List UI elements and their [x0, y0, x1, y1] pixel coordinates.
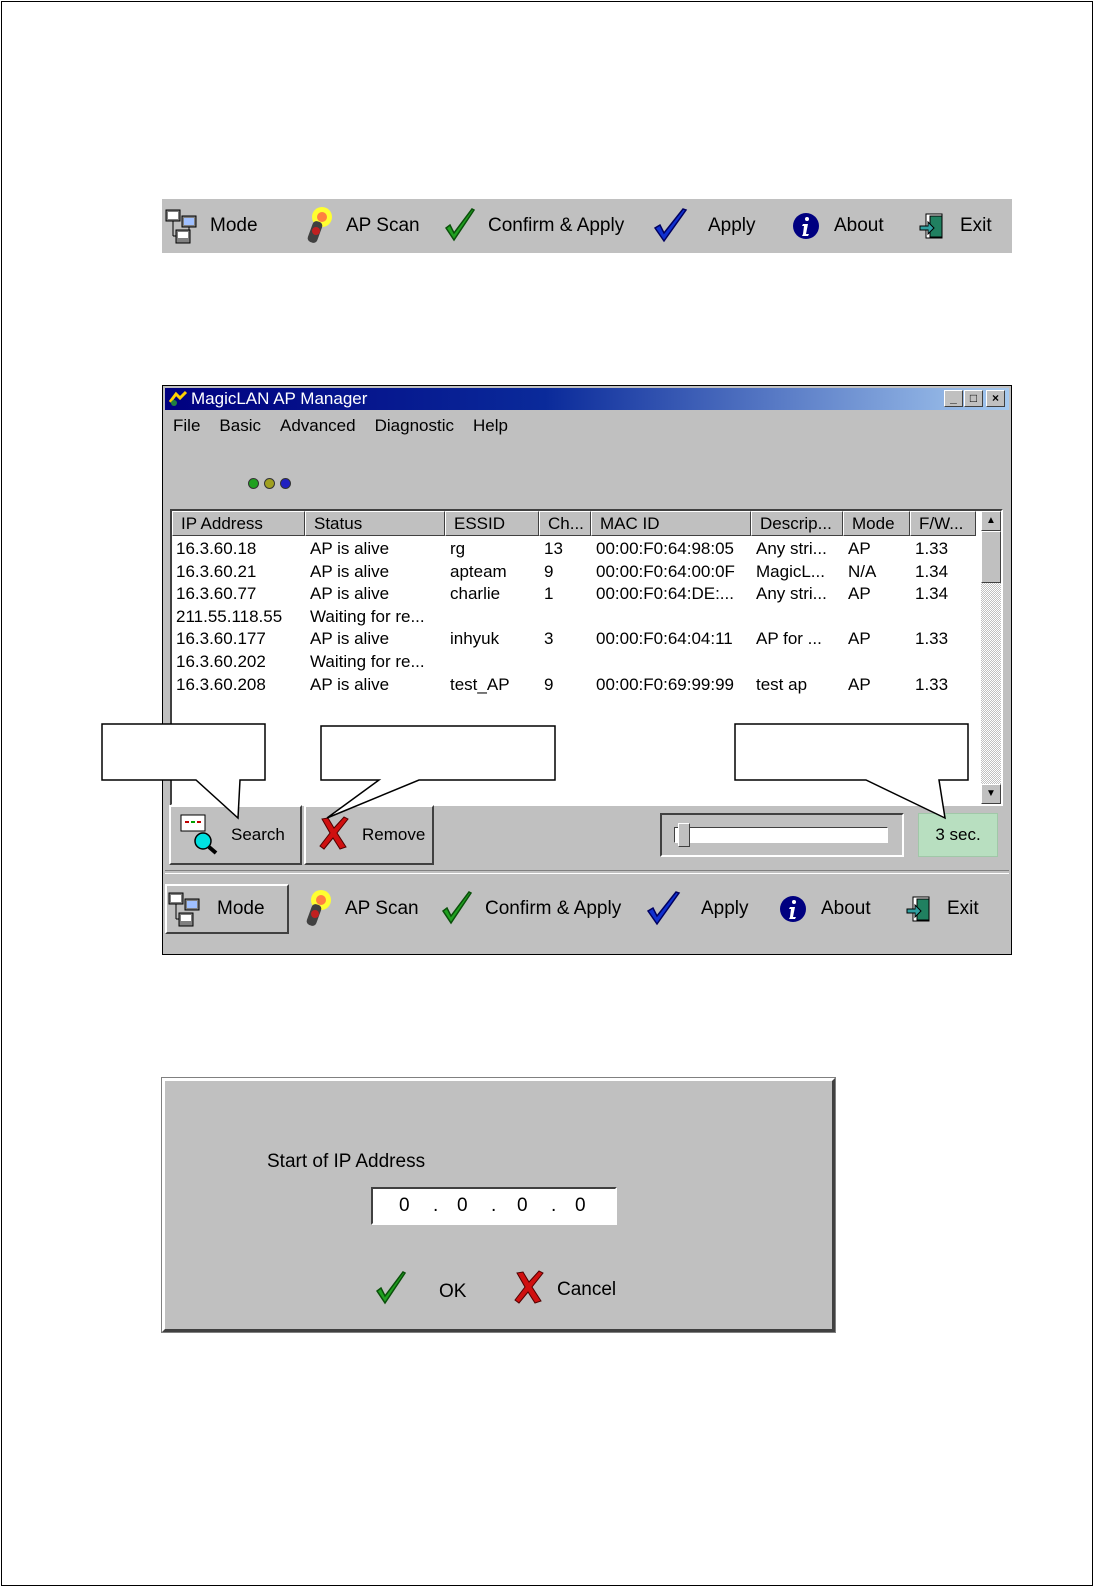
maximize-icon: □	[969, 391, 978, 405]
start-ip-label: Start of IP Address	[267, 1151, 426, 1172]
table-cell: 1.33	[915, 539, 949, 558]
table-row[interactable]	[172, 606, 976, 629]
table-row[interactable]	[172, 538, 976, 561]
table-cell: 00:00:F0:64:98:05	[596, 539, 735, 558]
bottom-apply-label: Apply	[701, 898, 749, 919]
column-firmware[interactable]: F/W...	[910, 511, 976, 536]
toolbar-mode-label: Mode	[210, 215, 258, 236]
callout-timer	[733, 722, 973, 822]
table-cell: 16.3.60.21	[176, 561, 257, 581]
column-status[interactable]: Status	[305, 511, 445, 536]
green-check-icon	[373, 1269, 409, 1315]
separator	[165, 870, 1009, 874]
maximize-button[interactable]	[964, 390, 983, 407]
table-row[interactable]	[172, 651, 976, 674]
red-x-icon	[513, 1269, 545, 1311]
table-cell	[751, 606, 843, 629]
table-row[interactable]	[172, 583, 976, 606]
table-cell	[591, 606, 751, 629]
ip-dot-1: .	[433, 1195, 439, 1216]
toolbar-apply-button[interactable]	[652, 199, 756, 253]
table-cell: 9	[544, 561, 554, 581]
table-cell: 00:00:F0:64:04:11	[596, 629, 733, 649]
status-leds	[248, 478, 291, 489]
table-cell	[445, 606, 539, 629]
callout-search	[100, 722, 270, 822]
table-cell	[539, 606, 591, 629]
list-rows	[172, 538, 976, 696]
table-cell: 16.3.60.208	[176, 674, 266, 694]
table-cell	[910, 651, 976, 674]
network-computers-icon	[167, 889, 203, 929]
bottom-about-button[interactable]	[775, 882, 871, 936]
table-cell: 16.3.60.202	[176, 651, 266, 671]
bottom-confirm-apply-label: Confirm & Apply	[485, 898, 622, 919]
table-cell: 16.3.60.18	[176, 539, 257, 558]
info-icon	[788, 206, 824, 246]
window-title: MagicLAN AP Manager	[191, 389, 368, 408]
table-cell: AP is alive	[310, 584, 390, 604]
toolbar-about-label: About	[834, 215, 884, 236]
ok-button[interactable]	[373, 1269, 466, 1315]
info-icon	[775, 889, 811, 929]
column-essid[interactable]: ESSID	[445, 511, 539, 536]
table-cell	[751, 651, 843, 674]
antenna-icon	[300, 206, 336, 246]
close-button[interactable]	[986, 390, 1005, 407]
minimize-button[interactable]	[944, 390, 963, 407]
table-cell	[843, 606, 910, 629]
title-bar	[165, 388, 1009, 410]
close-icon: ×	[991, 391, 999, 405]
table-cell: AP is alive	[310, 539, 390, 558]
table-cell: Any stri...	[756, 584, 827, 604]
table-cell: inhyuk	[450, 629, 500, 649]
table-cell: 1.33	[915, 629, 949, 649]
ip-octet-3[interactable]: 0	[517, 1195, 528, 1216]
menu-basic[interactable]: Basic	[219, 416, 261, 435]
bottom-exit-button[interactable]	[901, 882, 979, 936]
bottom-ap-scan-button[interactable]	[299, 882, 419, 936]
bottom-confirm-apply-button[interactable]	[439, 882, 621, 936]
column-description[interactable]: Descrip...	[751, 511, 843, 536]
table-cell: 16.3.60.77	[176, 584, 257, 604]
column-ip-address[interactable]: IP Address	[172, 511, 305, 536]
table-cell	[539, 651, 591, 674]
table-cell: 00:00:F0:69:99:99	[596, 674, 735, 694]
cancel-button[interactable]	[513, 1269, 616, 1311]
bottom-ap-scan-label: AP Scan	[345, 898, 419, 919]
table-cell: 1.34	[915, 584, 949, 604]
table-cell: rg	[450, 539, 466, 558]
menu-help[interactable]: Help	[472, 416, 508, 435]
green-led-icon	[248, 478, 259, 489]
table-cell: Waiting for re...	[310, 606, 425, 626]
list-header	[172, 511, 976, 536]
toolbar-ap-scan-button[interactable]	[300, 199, 420, 253]
bottom-toolbar	[163, 882, 1011, 936]
start-ip-input[interactable]	[371, 1187, 617, 1225]
table-row[interactable]	[172, 674, 976, 697]
menu-bar	[173, 416, 527, 436]
bottom-apply-button[interactable]	[645, 882, 749, 936]
table-cell: 1.33	[915, 674, 949, 694]
start-ip-dialog	[162, 1078, 835, 1332]
table-cell: AP	[848, 539, 871, 558]
table-cell: charlie	[450, 584, 501, 604]
table-cell: 1	[544, 584, 554, 604]
table-cell: apteam	[450, 561, 507, 581]
table-cell: AP	[848, 584, 871, 604]
app-icon	[168, 390, 188, 408]
ip-octet-1[interactable]: 0	[399, 1195, 410, 1216]
table-cell	[843, 651, 910, 674]
bottom-mode-label: Mode	[217, 898, 265, 919]
window-controls	[944, 390, 1005, 407]
scroll-down-arrow-icon: ▼	[986, 788, 996, 799]
blue-led-icon	[280, 478, 291, 489]
scroll-down-button[interactable]	[981, 784, 1001, 804]
table-cell: 16.3.60.177	[176, 629, 266, 649]
table-cell: 3	[544, 629, 554, 649]
toolbar-confirm-apply-label: Confirm & Apply	[488, 215, 625, 236]
toolbar-exit-label: Exit	[960, 215, 992, 236]
toolbar-exit-button[interactable]	[914, 199, 992, 253]
yellow-led-icon	[264, 478, 275, 489]
table-cell: 211.55.118.55	[176, 606, 283, 626]
search-button-label: Search	[231, 825, 285, 844]
menu-advanced[interactable]: Advanced	[279, 416, 356, 435]
table-cell	[591, 651, 751, 674]
table-cell: AP for ...	[756, 629, 822, 649]
table-cell: 00:00:F0:64:DE:...	[596, 584, 734, 604]
green-check-icon	[439, 889, 475, 929]
table-cell: test ap	[756, 674, 808, 694]
slider-thumb[interactable]	[678, 823, 690, 847]
scroll-thumb[interactable]	[981, 531, 1001, 583]
slider-track[interactable]	[674, 827, 888, 843]
column-mode[interactable]: Mode	[843, 511, 910, 536]
network-computers-icon	[164, 206, 200, 246]
column-mac-id[interactable]: MAC ID	[591, 511, 751, 536]
remove-button-label: Remove	[362, 825, 426, 844]
cancel-button-label: Cancel	[557, 1279, 617, 1300]
ip-octet-4[interactable]: 0	[575, 1195, 586, 1216]
blue-check-icon	[652, 206, 688, 246]
table-cell: 13	[544, 539, 563, 558]
bottom-exit-label: Exit	[947, 898, 979, 919]
ip-dot-2: .	[491, 1195, 497, 1216]
table-cell: test_AP	[450, 674, 510, 694]
ok-button-label: OK	[439, 1281, 467, 1302]
column-channel[interactable]: Ch...	[539, 511, 591, 536]
scroll-up-arrow-icon: ▲	[986, 515, 996, 526]
toolbar-apply-label: Apply	[708, 215, 756, 236]
ap-manager-window	[162, 385, 1012, 955]
minimize-icon: _	[950, 391, 957, 405]
table-cell: AP is alive	[310, 674, 390, 694]
toolbar-mode-button[interactable]	[164, 199, 258, 253]
green-check-icon	[442, 206, 478, 246]
table-row[interactable]	[172, 561, 976, 584]
table-cell: Waiting for re...	[310, 651, 425, 671]
toolbar-confirm-apply-button[interactable]	[442, 199, 624, 253]
table-cell: AP	[848, 629, 871, 649]
table-cell: N/A	[848, 561, 877, 581]
vertical-scrollbar[interactable]	[981, 511, 1001, 804]
table-cell: AP	[848, 674, 871, 694]
toolbar-ap-scan-label: AP Scan	[346, 215, 420, 236]
callout-remove	[319, 724, 559, 824]
table-cell	[910, 606, 976, 629]
table-cell: 9	[544, 674, 554, 694]
menu-diagnostic[interactable]: Diagnostic	[374, 416, 454, 435]
table-row[interactable]	[172, 628, 976, 651]
table-cell: 1.34	[915, 561, 949, 581]
table-cell: AP is alive	[310, 561, 390, 581]
table-cell: MagicL...	[756, 561, 825, 581]
ip-octet-2[interactable]: 0	[457, 1195, 468, 1216]
menu-file[interactable]: File	[173, 416, 201, 435]
ip-dot-3: .	[551, 1195, 557, 1216]
table-cell: 00:00:F0:64:00:0F	[596, 561, 735, 581]
table-cell: AP is alive	[310, 629, 390, 649]
antenna-icon	[299, 889, 335, 929]
bottom-about-label: About	[821, 898, 871, 919]
interval-readout: 3 sec.	[918, 813, 998, 857]
exit-door-icon	[914, 206, 950, 246]
table-cell	[445, 651, 539, 674]
top-toolbar	[162, 199, 1012, 253]
bottom-mode-button[interactable]	[165, 884, 289, 934]
exit-door-icon	[901, 889, 937, 929]
blue-check-icon	[645, 889, 681, 929]
table-cell: Any stri...	[756, 539, 827, 558]
scroll-up-button[interactable]	[981, 511, 1001, 531]
toolbar-about-button[interactable]	[788, 199, 884, 253]
